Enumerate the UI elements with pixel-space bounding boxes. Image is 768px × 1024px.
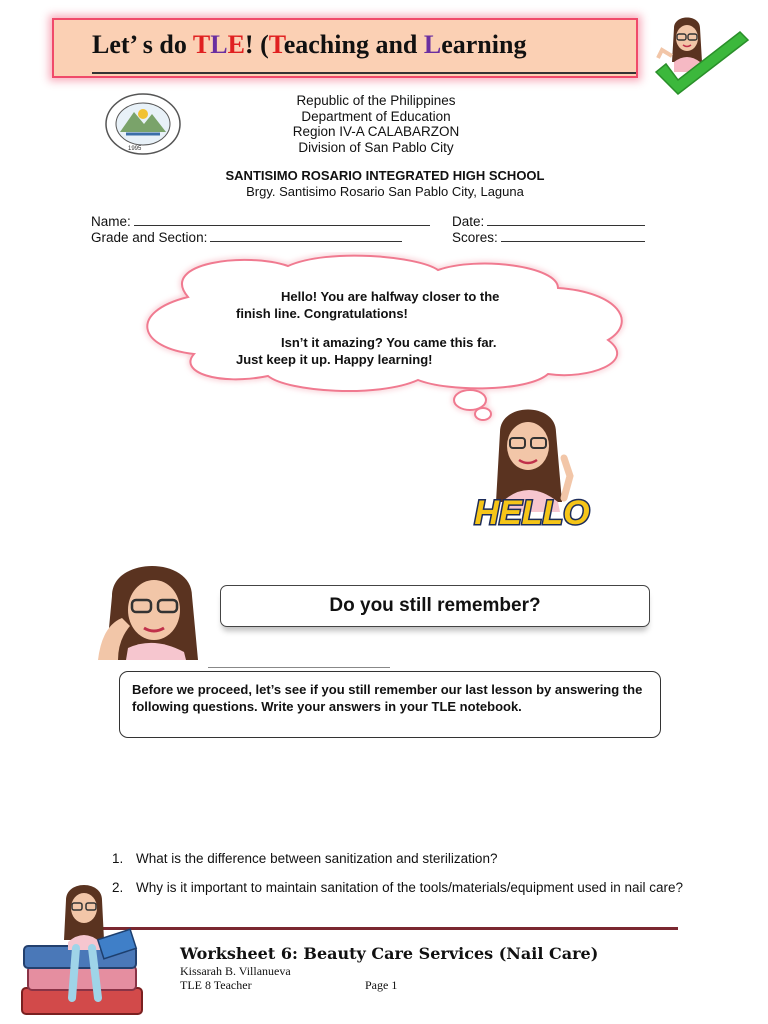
- banner-letter-learning: L: [423, 30, 442, 59]
- hello-sign-text: HELLO: [474, 494, 590, 532]
- author-role: TLE 8 Teacher: [180, 978, 252, 992]
- page-number: Page 1: [365, 978, 398, 992]
- footer-rule: [100, 927, 678, 930]
- title-banner: [52, 18, 638, 78]
- scores-input-line[interactable]: [501, 229, 645, 242]
- teacher-reading-books-icon: [14, 880, 154, 1020]
- scores-field[interactable]: [452, 229, 645, 245]
- name-label: Name:: [91, 214, 131, 229]
- worksheet-title: Worksheet 6: Beauty Care Services (Nail Care): [180, 944, 599, 963]
- school-header: [150, 168, 620, 199]
- question-list: [112, 851, 692, 909]
- name-field[interactable]: [91, 213, 430, 229]
- date-label: Date:: [452, 214, 485, 229]
- remember-heading-text: Do you still remember?: [329, 595, 541, 616]
- question-number: 1.: [112, 851, 124, 866]
- seal-year: 1995: [128, 146, 142, 152]
- name-input-line[interactable]: [134, 213, 430, 226]
- hello-sign: [470, 486, 595, 538]
- banner-part: earning: [441, 30, 527, 59]
- banner-part: Let: [92, 30, 130, 59]
- gov-header: [250, 93, 502, 155]
- banner-letter-t: T: [192, 30, 211, 59]
- banner-underline: [92, 72, 636, 74]
- banner-title: [92, 30, 526, 60]
- instruction-box: [119, 671, 661, 738]
- bubble-line-1: Hello! You are halfway closer to the: [281, 289, 500, 304]
- gov-line: Division of San Pablo City: [298, 139, 454, 155]
- gov-line: Region IV-A CALABARZON: [292, 124, 460, 139]
- bubble-line-4: Just keep it up. Happy learning!: [236, 352, 433, 367]
- banner-part: eaching and: [283, 30, 424, 59]
- divider: [208, 667, 390, 668]
- remember-heading: [220, 585, 650, 627]
- banner-letter-e: E: [227, 30, 245, 59]
- question-text: Why is it important to maintain sanitation of the tools/materials/equipment used in nail care?: [136, 880, 684, 895]
- question-text: What is the difference between sanitization and sterilization?: [136, 851, 498, 866]
- banner-letter-teaching: T: [268, 30, 284, 59]
- bubble-line-2: finish line. Congratulations!: [236, 306, 408, 321]
- bubble-line-3: Isn’t it amazing? You came this far.: [281, 335, 497, 350]
- author-name: Kissarah B. Villanueva: [180, 964, 291, 978]
- date-field[interactable]: [452, 213, 645, 229]
- instruction-text: Before we proceed, let’s see if you still remember our last lesson by answering the following questions. Write your answers in your TLE notebook.: [132, 682, 643, 714]
- school-seal-icon: [104, 92, 182, 156]
- scores-label: Scores:: [452, 230, 498, 245]
- grade-section-field[interactable]: [91, 229, 402, 245]
- date-input-line[interactable]: [487, 213, 645, 226]
- question-item: [112, 851, 692, 867]
- school-address: Brgy. Santisimo Rosario San Pablo City, Laguna: [246, 183, 524, 199]
- teacher-avatar-check-icon: [648, 10, 758, 100]
- question-number: 2.: [112, 880, 124, 895]
- gov-line: Department of Education: [301, 108, 451, 124]
- banner-part: ! (: [244, 30, 269, 59]
- question-item: [112, 880, 692, 896]
- gov-line: Republic of the Philippines: [296, 93, 456, 108]
- banner-part: s do: [136, 30, 193, 59]
- teacher-thinking-avatar-icon: [88, 556, 208, 660]
- grade-section-label: Grade and Section:: [91, 230, 208, 245]
- school-name: SANTISIMO ROSARIO INTEGRATED HIGH SCHOOL: [225, 168, 545, 183]
- grade-section-input-line[interactable]: [210, 229, 402, 242]
- banner-letter-l: L: [210, 30, 228, 59]
- banner-part: ’: [129, 30, 137, 59]
